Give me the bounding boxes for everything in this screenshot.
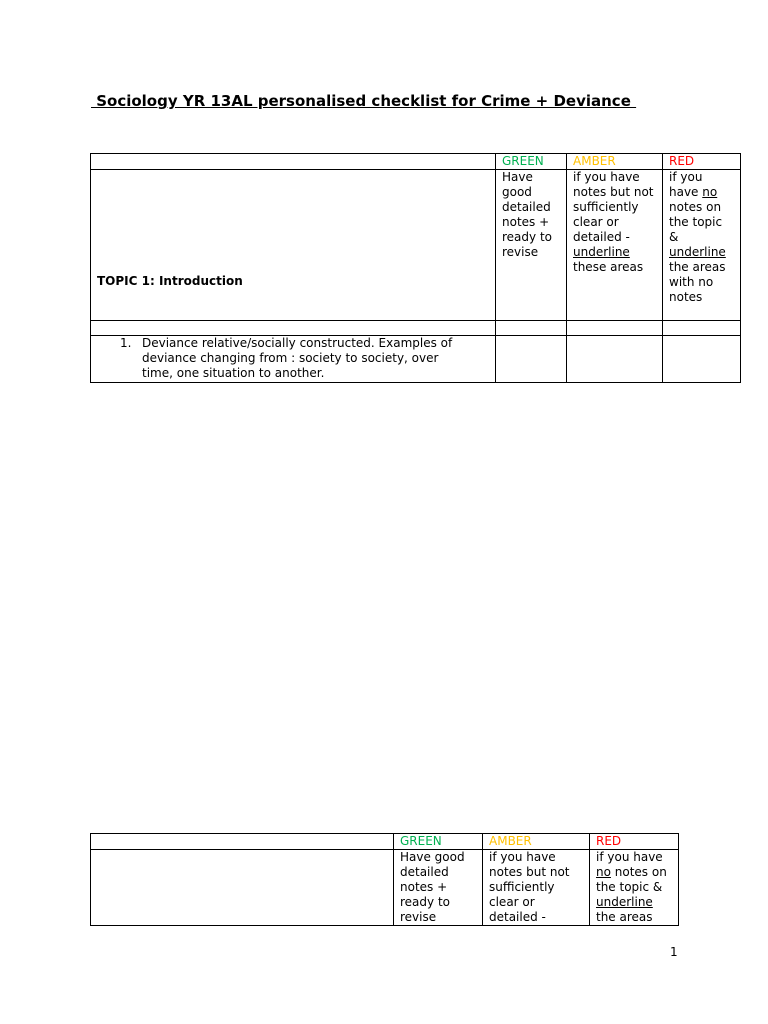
red-header: RED xyxy=(663,154,741,170)
blank-topic-cell xyxy=(91,850,394,926)
blank-cell xyxy=(91,154,496,170)
legend-header-row-2 xyxy=(91,834,679,850)
amber-header-2: AMBER xyxy=(483,834,590,850)
green-description-2: Have good detailed notes + ready to revise xyxy=(394,850,483,926)
topic-heading: TOPIC 1: Introduction xyxy=(91,170,496,321)
red-text-3: the areas xyxy=(596,910,653,924)
green-checkbox-cell[interactable] xyxy=(496,336,567,383)
red-underline-word: underline xyxy=(669,245,726,259)
legend-description-row xyxy=(91,170,741,321)
amber-description xyxy=(567,170,663,321)
green-header: GREEN xyxy=(496,154,567,170)
green-description: Have good detailed notes + ready to revise xyxy=(496,170,567,321)
amber-underline-word: underline xyxy=(573,245,630,259)
checklist-table-topic-2 xyxy=(90,833,679,926)
checklist-row xyxy=(91,336,741,383)
checklist-item xyxy=(91,336,496,383)
legend-description-row-2 xyxy=(91,850,679,926)
spacer-row xyxy=(91,321,741,336)
amber-text-after: these areas xyxy=(573,260,644,274)
blank-cell xyxy=(91,834,394,850)
item-text: Deviance relative/socially constructed. Examples of deviance changing from : society to society, over time, one situation to another. xyxy=(142,336,453,380)
document-title: Sociology YR 13AL personalised checklist for Crime + Deviance xyxy=(91,92,637,110)
item-number: 1. xyxy=(120,336,132,350)
red-header-2: RED xyxy=(590,834,679,850)
page-number: 1 xyxy=(670,945,678,959)
red-description-2 xyxy=(590,850,679,926)
amber-header: AMBER xyxy=(567,154,663,170)
amber-text-before: if you have notes but not sufficiently clear or detailed - xyxy=(573,170,654,244)
green-header-2: GREEN xyxy=(394,834,483,850)
red-text-1: if you have xyxy=(669,170,703,199)
checklist-table-topic-1 xyxy=(90,153,741,383)
legend-header-row xyxy=(91,154,741,170)
red-text-1: if you have xyxy=(596,850,663,864)
amber-checkbox-cell[interactable] xyxy=(567,336,663,383)
red-underline-no: no xyxy=(702,185,718,199)
red-text-2: notes on the topic & xyxy=(596,865,667,894)
red-checkbox-cell[interactable] xyxy=(663,336,741,383)
red-underline-word: underline xyxy=(596,895,653,909)
red-underline-no: no xyxy=(596,865,611,879)
red-text-3: the areas with no notes xyxy=(669,260,726,304)
red-text-2: notes on the topic & xyxy=(669,200,723,244)
red-description xyxy=(663,170,741,321)
amber-description-2: if you have notes but not sufficiently clear or detailed - xyxy=(483,850,590,926)
